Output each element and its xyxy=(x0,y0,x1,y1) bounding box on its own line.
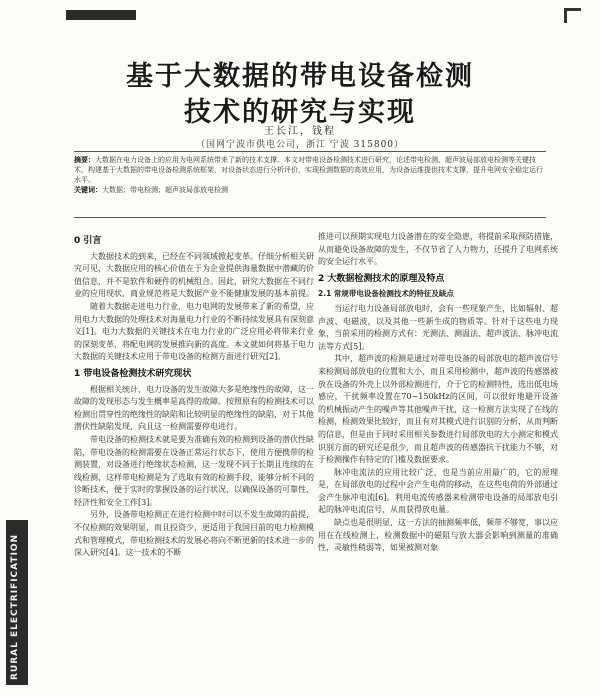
continued-paragraph: 推进可以预期实现电力设备潜在的安全隐患，将提前采取预防措施，从而避免设备故障的发生，不仅节省了人力物力，还提升了电网系统的安全运行水平。 xyxy=(318,232,558,267)
section-2-1-paragraph: 其中，超声波的检测是通过对带电设备的局部放电的超声波信号来检测局部放电的位置和大小，而且采用检测中，超声波的传感器被放在设备的外壳上以外部检测进行，介于它的检测特性，选出低电场感应，干扰频率设置在70~150kHz的区间，可以很好地避开设备的机械振动产生的噪声等其他噪声干扰，这一检测方法实现了在线的检测，检测效果比较好，而且有对其模式进行识别的分析，从而判断的信息，但是由于同时采用相关参数进行局部放电的大小测定和模式识别方面的研究还是很少，而且超声波的传感器抗干扰能力不够，对于检测操作有特定的门槛及数据要求。 xyxy=(318,354,558,465)
journal-side-label: RURAL ELECTRIFICATION xyxy=(10,533,20,680)
right-column xyxy=(318,231,558,555)
section-1-paragraph: 带电设备的检测技术就是要为准确有效的检测到设备的潜伏性缺陷，带电设备的检测需要在设备正常运行状态下，使用方便携带的检测装置，对设备进行绝缘状态检测，这一发现不同于长期且连续的在线检测，这样带电检测是为了选取有效的检测手段，能够分析不同的诊断技术，便于实时的掌握设备的运行状况，以确保设备的可靠性、经济性和安全工作[3]。 xyxy=(74,434,314,507)
section-2-heading: 2 大数据检测技术的原理及特点 xyxy=(318,273,445,284)
keywords-label: 关键词： xyxy=(74,185,102,194)
section-1-paragraph: 根据相关统计，电力设备的发生故障大多是绝缘性的故障，这一故障的发现形态与发生概率是高得的故障。按照原有的检测技术可以检测出贯穿性的绝缘性的缺陷和比较明显的绝缘性的缺陷，对于其他潜伏性缺陷发现，向且这一检测需要停电进行。 xyxy=(74,384,314,432)
section-2-1-heading: 2.1 常规带电设备检测技术的特征及缺点 xyxy=(318,289,454,299)
section-2-1-paragraph: 脉冲电流法的应用比较广泛，也是当前应用最广的，它的原理是，在局部放电的过程中会产生电荷的移动，在这些电荷的外部通过会产生脉冲电流[6]。利用电流传感器来检测带电设备的局部放电引起的脉冲电流信号，从而获得放电量。 xyxy=(318,467,558,515)
section-1-heading: 1 带电设备检测技术研究现状 xyxy=(74,368,192,379)
abstract-label: 摘要： xyxy=(74,155,95,164)
section-2-1-paragraph: 当运行电力设备局部放电时，会有一些现象产生，比如辐射、超声波、电磁波，以及其他一些新生成的物质等。针对于这些电力现象，当前采用的检测方式有：光测法、测温法、超声波法、脉冲电流法等方式[5]。 xyxy=(318,303,558,351)
section-2-1-paragraph: 缺点也是很明显，这一方法的抽测频率低，频带不够宽，事以应用在在线检测上，检测数据中的磁阻与放大器会影响到测量的准确性，灵敏性稍弱等，如果被测对象 xyxy=(318,518,558,553)
left-column xyxy=(74,231,314,560)
corner-mark xyxy=(564,8,581,23)
header-mark xyxy=(66,10,136,20)
section-1-paragraph: 另外，设备带电检测正在进行检测中时可以不发生故障的前提，不仅检测的效果明显，而且投资少，更适用于我国目前的电力检测模式和管理模式，带电检测技术的发展必将向不断更新的技术进一步的深入研究[4]。这一技术的不断 xyxy=(74,510,314,558)
section-0-paragraph: 随着大数据走进电力行业，电力电网的发展带来了新的希望，应用电力大数据的处理技术对海量电力行业的不断持续发展具有深刻意义[1]。电力大数据的关键技术在电力行业的广泛应用必将带来行业的深刻变革，将配电网的发展推向新的高度。本文就如何将基于电力大数据的关键技术应用于带电设备的检测方面进行研究[2]。 xyxy=(74,301,314,362)
affiliation: （国网宁波市供电公司，浙江 宁波 315800） xyxy=(195,140,405,150)
section-0-paragraph: 大数据技术的到来，已经在不同领域掀起变革。仔细分析相关研究可见，大数据应用的核心价值在于为企业提供海量数据中潜藏的价值信息，并不是软件和硬件的机械组合。因此，研究大数据在不同行业的应用现状，商业规范将是大数据产业不能健康发展的基本前提。 xyxy=(74,251,314,299)
abstract-box xyxy=(74,151,546,218)
title-line-1: 基于大数据的带电设备检测 xyxy=(126,61,474,92)
section-0-heading: 0 引言 xyxy=(74,236,102,246)
authors: 王长江，钱程 xyxy=(264,126,336,137)
keywords-text: 大数据；带电检测；超声波局部放电检测 xyxy=(102,186,228,194)
abstract-text: 大数据在电力设备上的应用为电网系统带来了新的技术支撑。本文对带电设备检测技术进行研究，论述带电检测、超声波局部放电检测等关键技术，构建基于大数据的带电设备检测系统框架，对设备状态进行分析评价，实现检测数据的高效应用，为设备运维提供技术支撑，提升电网安全稳定运行水平。 xyxy=(74,156,543,184)
title-line-2: 技术的研究与实现 xyxy=(184,97,416,128)
